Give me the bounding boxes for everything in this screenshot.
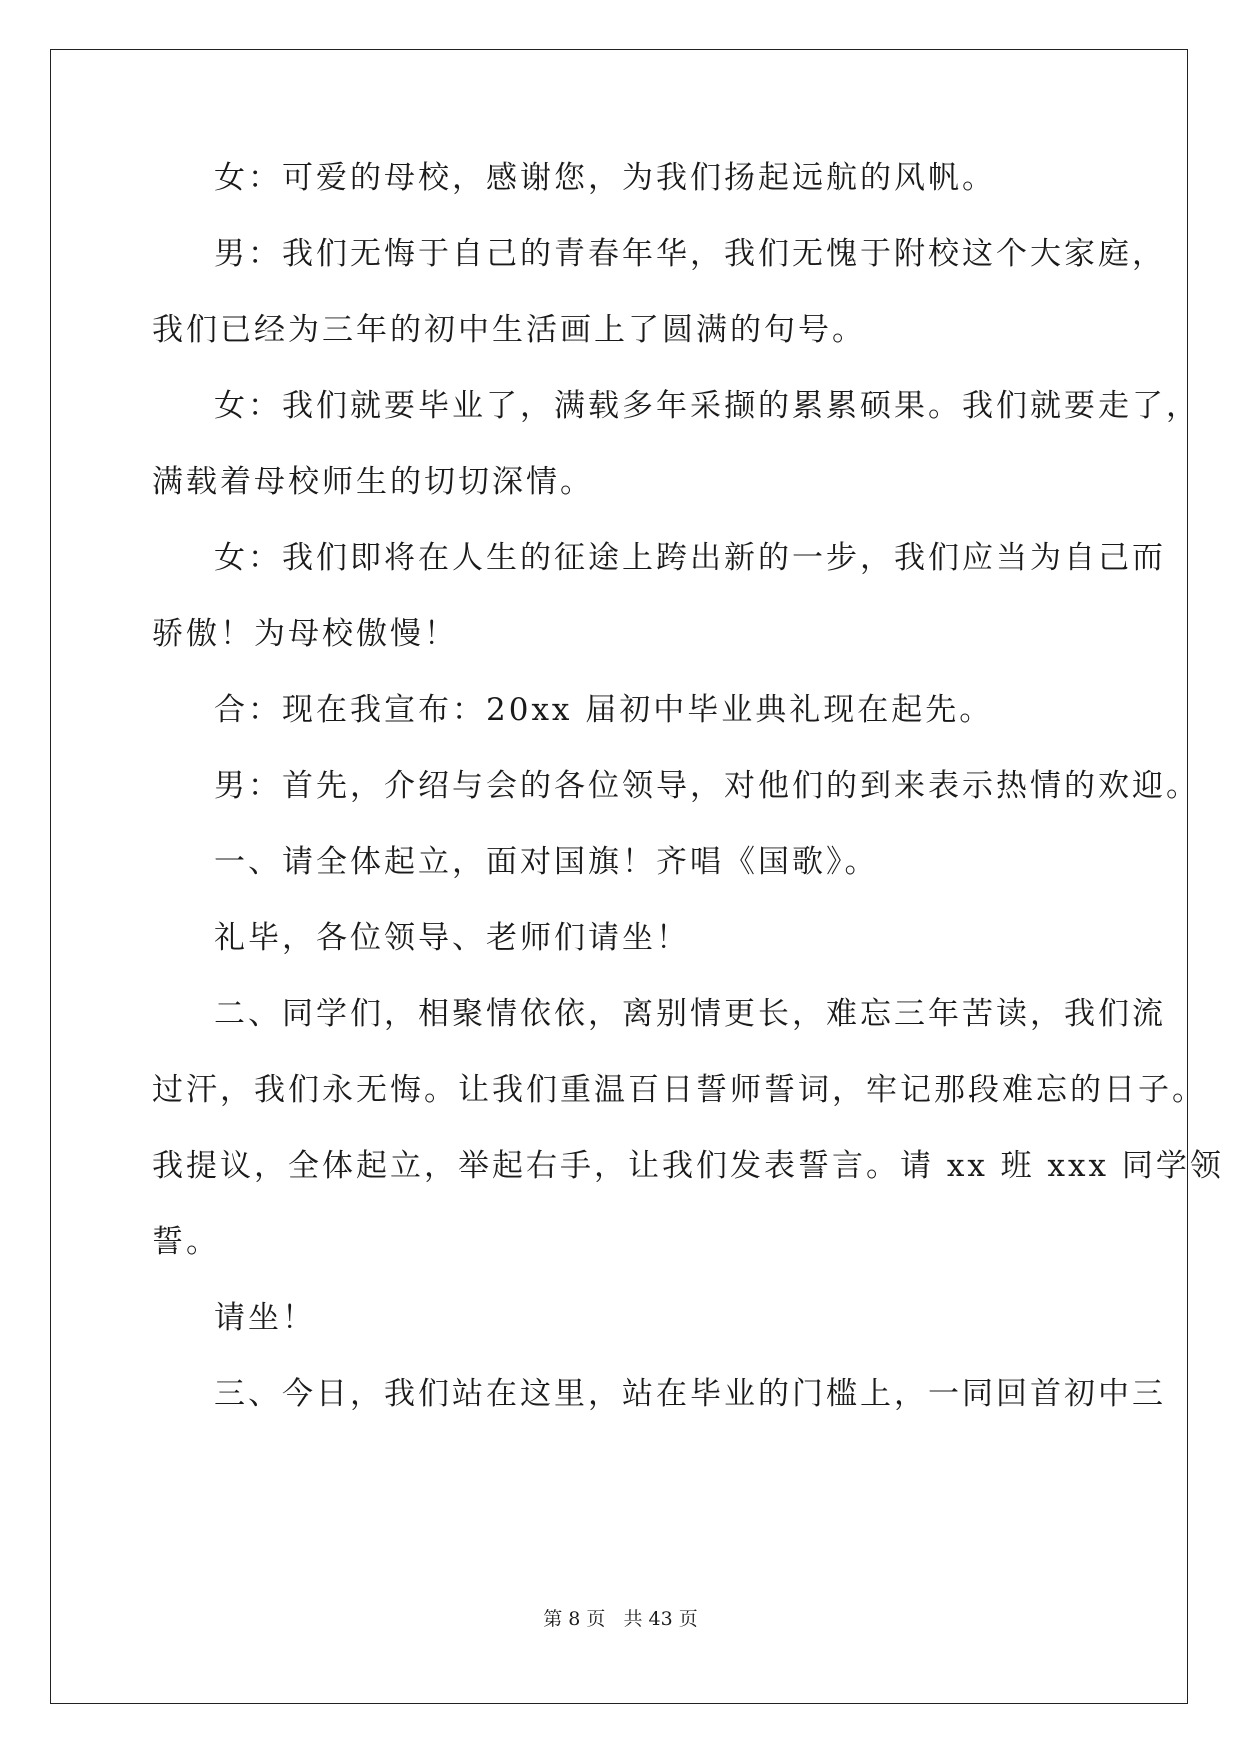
paragraph-line: 合：现在我宣布：20xx 届初中毕业典礼现在起先。 [214, 692, 994, 728]
page-footer [0, 1607, 1241, 1631]
paragraph-line: 过汗，我们永无悔。让我们重温百日誓师誓词，牢记那段难忘的日子。 [152, 1072, 1206, 1108]
paragraph-line: 三、今日，我们站在这里，站在毕业的门槛上，一同回首初中三 [214, 1376, 1166, 1412]
paragraph-line: 誓。 [152, 1224, 220, 1260]
page-number: 第 8 页 [543, 1608, 606, 1630]
paragraph-line: 请坐！ [214, 1300, 316, 1336]
paragraph-line: 女：我们即将在人生的征途上跨出新的一步，我们应当为自己而 [214, 540, 1166, 576]
paragraph-line: 男：首先，介绍与会的各位领导，对他们的到来表示热情的欢迎。 [214, 768, 1200, 804]
paragraph-line: 礼毕，各位领导、老师们请坐！ [214, 920, 690, 956]
paragraph-line: 二、同学们，相聚情依依，离别情更长，难忘三年苦读，我们流 [214, 996, 1166, 1032]
paragraph-line: 一、请全体起立，面对国旗！齐唱《国歌》。 [214, 844, 879, 880]
paragraph-line: 男：我们无悔于自己的青春年华，我们无愧于附校这个大家庭， [214, 236, 1166, 272]
paragraph-line: 我们已经为三年的初中生活画上了圆满的句号。 [152, 312, 866, 348]
page-total: 共 43 页 [623, 1608, 698, 1630]
paragraph-line: 骄傲！为母校傲慢！ [152, 616, 458, 652]
paragraph-line: 女：可爱的母校，感谢您，为我们扬起远航的风帆。 [214, 160, 996, 196]
paragraph-line: 我提议，全体起立，举起右手，让我们发表誓言。请 xx 班 xxx 同学领 [152, 1148, 1224, 1184]
paragraph-line: 满载着母校师生的切切深情。 [152, 464, 594, 500]
paragraph-line: 女：我们就要毕业了，满载多年采撷的累累硕果。我们就要走了， [214, 388, 1200, 424]
